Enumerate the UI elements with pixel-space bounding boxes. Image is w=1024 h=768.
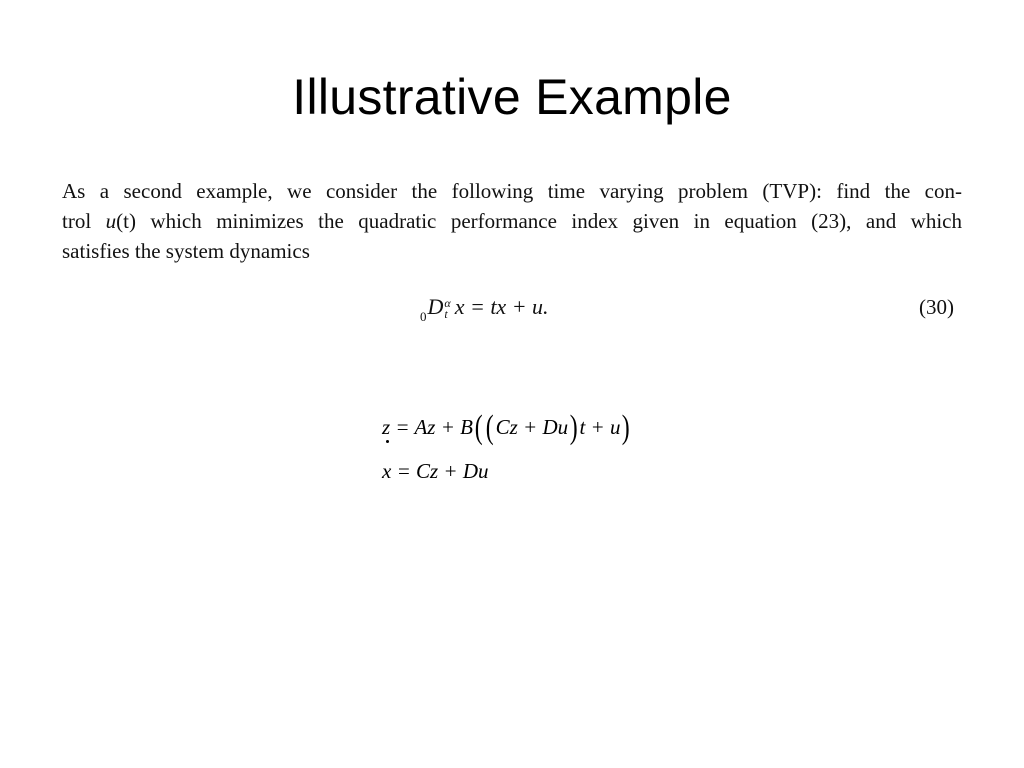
paragraph-line-1: As a second example, we consider the following time varying problem (TVP): find the con- xyxy=(62,179,962,203)
state-equation-tail: t + u xyxy=(579,415,621,439)
derivative-indices xyxy=(444,295,451,321)
control-argument: (t) xyxy=(116,209,136,233)
outer-close-paren: ) xyxy=(622,409,631,446)
inner-close-paren: ) xyxy=(569,409,578,446)
paragraph-line-2 xyxy=(62,206,962,236)
equation-body: x = tx + u. xyxy=(454,294,549,319)
derivative-operator: D xyxy=(427,294,444,319)
inner-open-paren: ( xyxy=(485,409,494,446)
equation-number: (30) xyxy=(919,295,954,319)
paragraph-line-3: satisfies the system dynamics xyxy=(62,239,310,263)
equation-pre-subscript: 0 xyxy=(420,309,427,324)
state-equation-inner: Cz + Du xyxy=(495,415,569,439)
state-equation-lhs: z = Az + B xyxy=(382,415,473,439)
outer-open-paren: ( xyxy=(474,409,483,446)
paragraph-line-2-end: which minimizes the quadratic performance index given in equation (23), and which xyxy=(135,209,962,233)
derivative-order: α xyxy=(444,295,451,310)
state-space-system xyxy=(382,408,632,496)
output-equation: x = Cz + Du xyxy=(382,459,489,483)
slide-title: Illustrative Example xyxy=(292,69,732,125)
paragraph-line-2-start: trol xyxy=(62,209,106,233)
fractional-dynamics-equation xyxy=(420,292,549,325)
state-equation xyxy=(382,408,632,452)
control-variable-u: u xyxy=(105,209,117,233)
problem-statement-paragraph xyxy=(62,176,962,266)
derivative-variable: t xyxy=(444,306,448,321)
